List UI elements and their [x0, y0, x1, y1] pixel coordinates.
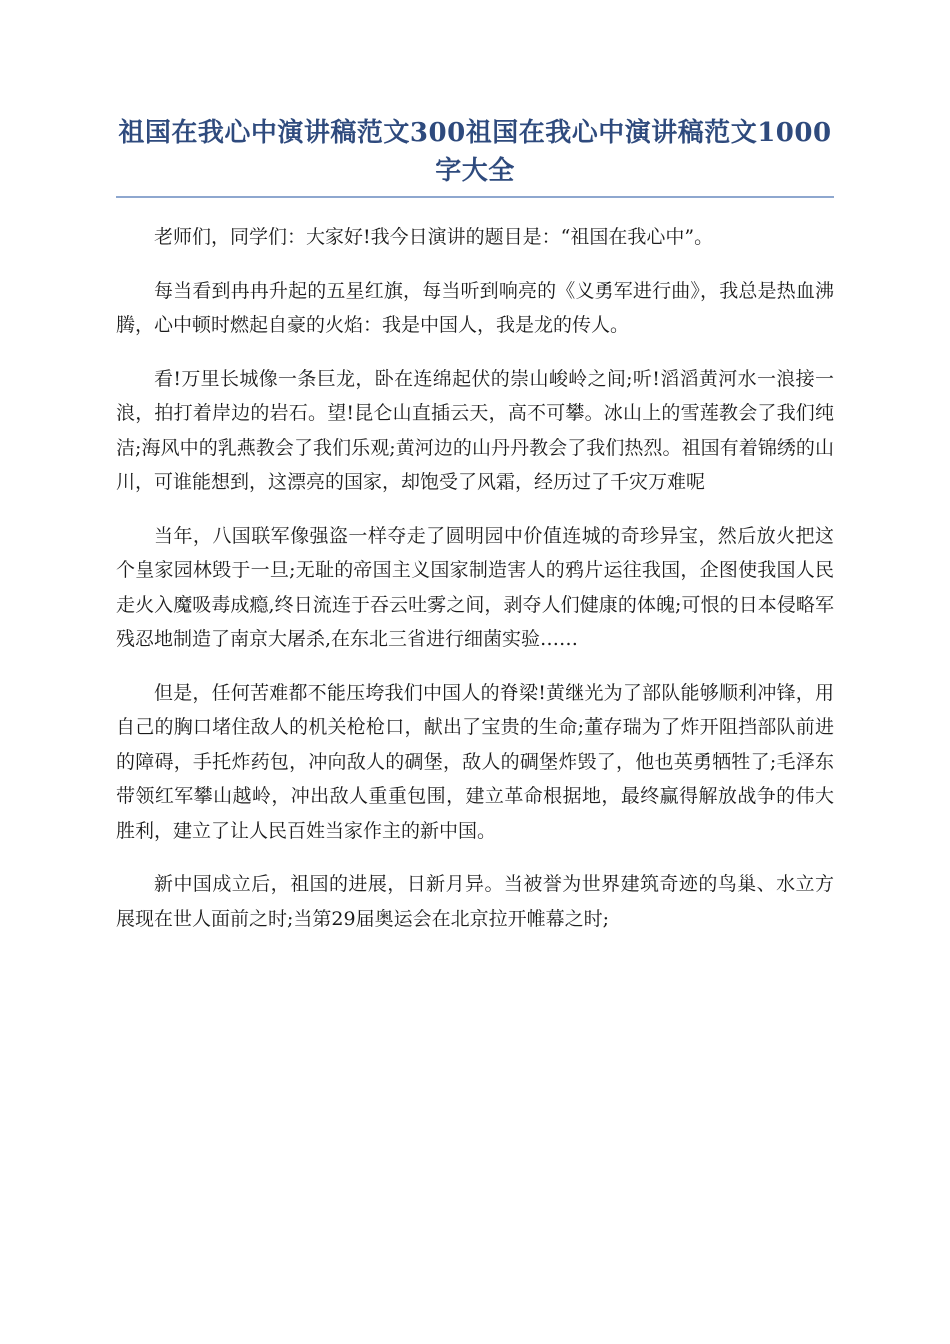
title-underline [116, 196, 834, 198]
paragraph-history: 当年，八国联军像强盗一样夺走了圆明园中价值连城的奇珍异宝，然后放火把这个皇家园林毁于一旦;无耻的帝国主义国家制造害人的鸦片运往我国，企图使我国人民走火入魔吸毒成瘾,终日流连于吞云吐雾之间，剥夺人们健康的体魄;可恨的日本侵略军残忍地制造了南京大屠杀,在东北三省进行细菌实验…… [116, 524, 834, 650]
document-body [116, 220, 834, 936]
paragraph-new-china: 新中国成立后，祖国的进展，日新月异。当被誉为世界建筑奇迹的鸟巢、水立方展现在世人面前之时;当第29届奥运会在北京拉开帷幕之时; [116, 873, 834, 930]
paragraph-heroes: 但是，任何苦难都不能压垮我们中国人的脊梁!黄继光为了部队能够顺利冲锋，用自己的胸口堵住敌人的机关枪枪口，献出了宝贵的生命;董存瑞为了炸开阻挡部队前进的障碍，手托炸药包，冲向敌人的碉堡，敌人的碉堡炸毁了，他也英勇牺牲了;毛泽东带领红军攀山越岭，冲出敌人重重包围，建立革命根据地，最终赢得解放战争的伟大胜利，建立了让人民百姓当家作主的新中国。 [116, 681, 834, 842]
paragraph-flag: 每当看到冉冉升起的五星红旗，每当听到响亮的《义勇军进行曲》，我总是热血沸腾，心中顿时燃起自豪的火焰：我是中国人，我是龙的传人。 [116, 279, 834, 336]
paragraph-landscape: 看!万里长城像一条巨龙，卧在连绵起伏的崇山峻岭之间;听!滔滔黄河水一浪接一浪，拍打着岸边的岩石。望!昆仑山直插云天，高不可攀。冰山上的雪莲教会了我们纯洁;海风中的乳燕教会了我们乐观;黄河边的山丹丹教会了我们热烈。祖国有着锦绣的山川，可谁能想到，这漂亮的国家，却饱受了风霜，经历过了千灾万难呢 [116, 367, 834, 493]
document-title: 祖国在我心中演讲稿范文300祖国在我心中演讲稿范文1000字大全 [118, 118, 832, 186]
paragraph-greeting: 老师们，同学们：大家好!我今日演讲的题目是：“祖国在我心中”。 [154, 226, 714, 248]
